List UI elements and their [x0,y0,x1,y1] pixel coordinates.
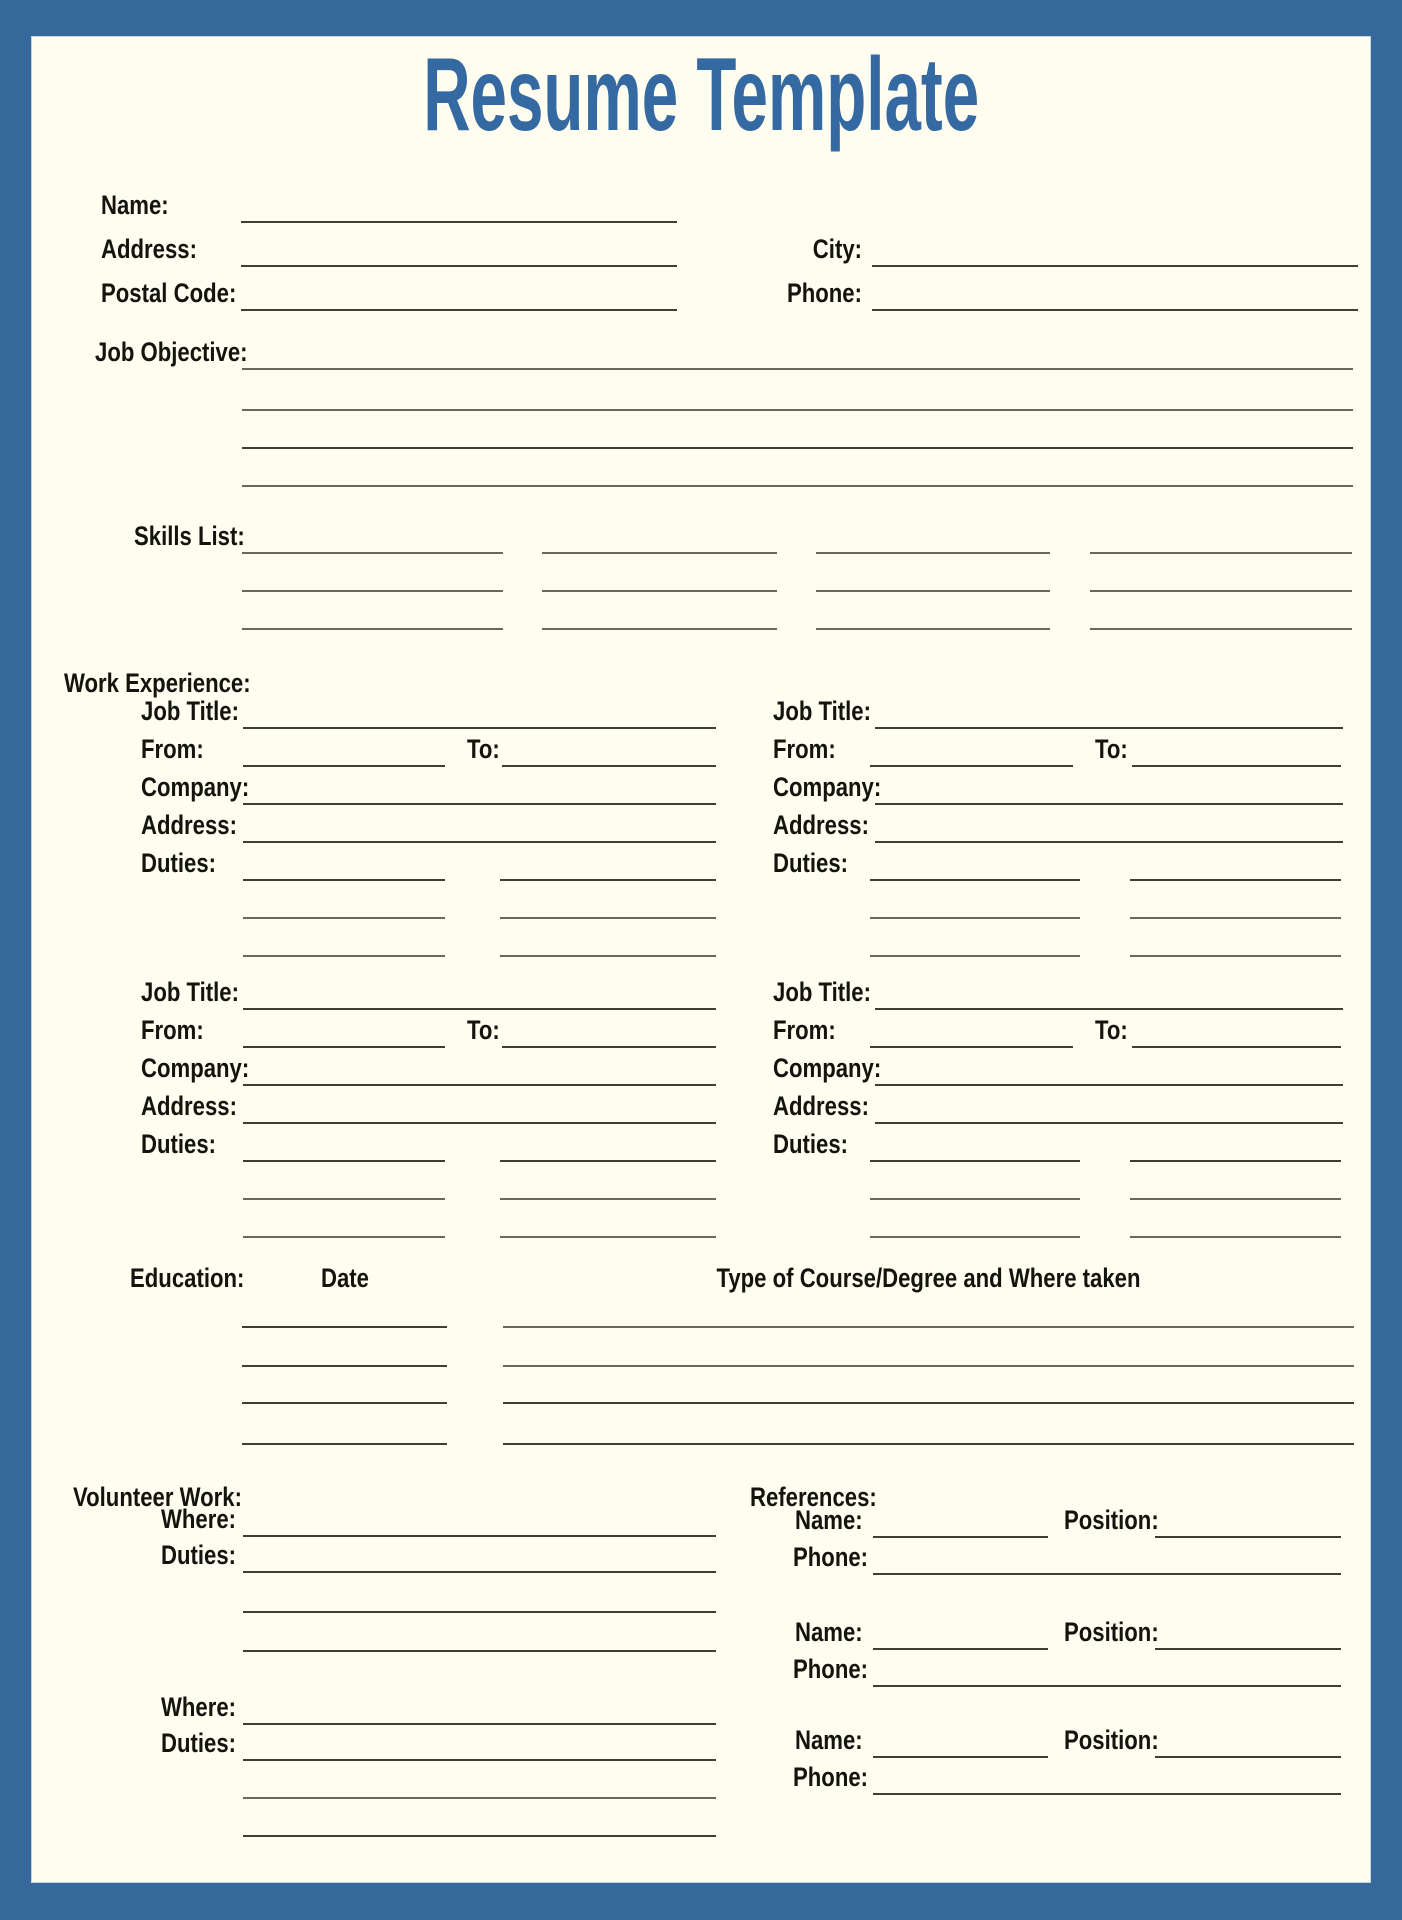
reference3-name-label: Name: [795,1725,863,1755]
job3-duties-line-r2c2 [500,1198,716,1200]
job2-duties-line-r1c2 [1130,879,1341,881]
job3-title-line [243,1008,716,1010]
page-title [0,36,1402,156]
job3-address-line [243,1122,716,1124]
job3-title-label: Job Title: [141,977,240,1007]
job-objective-line-2 [242,409,1353,411]
job3-company-label: Company: [141,1053,250,1083]
job1-address-line [243,841,716,843]
job2-to-line [1132,765,1341,767]
reference1-position-line [1155,1536,1341,1538]
volunteer2-where-line [243,1723,716,1725]
job2-title-label: Job Title: [773,696,872,726]
job1-duties-line-r1c2 [500,879,716,881]
job2-title-line [875,727,1343,729]
reference2-name-line [873,1648,1048,1650]
skills-line-r3c3 [816,628,1050,630]
job4-title-line [875,1008,1343,1010]
job4-to-label: To: [1095,1015,1128,1045]
job1-duties-line-r2c2 [500,917,716,919]
job1-to-line [502,765,716,767]
job2-duties-line-r2c2 [1130,917,1341,919]
skills-line-r2c2 [542,590,777,592]
volunteer2-where-label: Where: [161,1692,237,1722]
education-date-line-3 [242,1402,447,1404]
job1-duties-line-r3c2 [500,955,716,957]
reference2-name-label: Name: [795,1617,863,1647]
volunteer1-where-label: Where: [161,1504,237,1534]
job1-company-label: Company: [141,772,250,802]
reference2-position-label: Position: [1064,1617,1159,1647]
job3-duties-line-r2c1 [243,1198,445,1200]
education-date-header: Date [321,1263,369,1293]
education-date-line-2 [242,1365,447,1367]
postal-code-label: Postal Code: [101,278,237,308]
skills-list-label: Skills List: [134,521,245,551]
reference1-name-label: Name: [795,1505,863,1535]
education-course-line-3 [503,1402,1354,1404]
paper-sheet [32,37,1370,1882]
address-line [241,265,677,267]
job4-title-label: Job Title: [773,977,872,1007]
phone-label: Phone: [786,278,862,308]
job2-from-line [870,765,1073,767]
job4-from-line [870,1046,1073,1048]
city-line [872,265,1358,267]
name-line [241,221,677,223]
job3-duties-line-r3c1 [243,1236,445,1238]
job3-to-label: To: [467,1015,500,1045]
reference2-phone-line [873,1685,1341,1687]
job3-company-line [243,1084,716,1086]
job1-from-label: From: [141,734,204,764]
job1-company-line [243,803,716,805]
job1-address-label: Address: [141,810,237,840]
job4-duties-line-r3c1 [870,1236,1080,1238]
postal-code-line [241,309,677,311]
job2-duties-line-r2c1 [870,917,1080,919]
skills-line-r3c2 [542,628,777,630]
job3-from-line [243,1046,445,1048]
volunteer1-duties-line-3 [243,1650,716,1652]
job1-duties-line-r2c1 [243,917,445,919]
address-label: Address: [101,234,197,264]
education-date-line-1 [242,1326,447,1328]
job4-duties-line-r2c1 [870,1198,1080,1200]
job4-to-line [1132,1046,1341,1048]
job2-duties-line-r1c1 [870,879,1080,881]
volunteer2-duties-line-2 [243,1797,716,1799]
job1-duties-label: Duties: [141,848,217,878]
reference2-phone-label: Phone: [793,1654,869,1684]
education-date-line-4 [242,1443,447,1445]
job-objective-line-4 [242,485,1353,487]
job3-duties-line-r1c1 [243,1160,445,1162]
reference3-phone-label: Phone: [793,1762,869,1792]
job2-duties-label: Duties: [773,848,849,878]
skills-line-r2c4 [1090,590,1352,592]
volunteer1-where-line [243,1535,716,1537]
education-label: Education: [130,1263,245,1293]
job1-title-label: Job Title: [141,696,240,726]
job1-from-line [243,765,445,767]
job1-title-line [243,727,716,729]
skills-line-r2c3 [816,590,1050,592]
reference3-position-label: Position: [1064,1725,1159,1755]
job2-duties-line-r3c2 [1130,955,1341,957]
job-objective-label: Job Objective: [95,337,248,367]
job4-address-label: Address: [773,1091,869,1121]
job4-company-label: Company: [773,1053,882,1083]
job3-from-label: From: [141,1015,204,1045]
job4-from-label: From: [773,1015,836,1045]
skills-line-r1c1 [242,552,503,554]
reference3-phone-line [873,1793,1341,1795]
job4-duties-line-r3c2 [1130,1236,1341,1238]
reference1-phone-label: Phone: [793,1542,869,1572]
reference3-name-line [873,1756,1048,1758]
job-objective-line-1 [242,368,1353,370]
job2-company-line [875,803,1343,805]
job2-address-label: Address: [773,810,869,840]
volunteer2-duties-line-3 [243,1835,716,1837]
job2-from-label: From: [773,734,836,764]
job1-duties-line-r1c1 [243,879,445,881]
work-experience-label: Work Experience: [64,668,251,698]
page-title-text: Resume Template [423,37,979,153]
job4-duties-line-r1c1 [870,1160,1080,1162]
job4-duties-label: Duties: [773,1129,849,1159]
education-course-line-4 [503,1443,1354,1445]
skills-line-r1c3 [816,552,1050,554]
job1-duties-line-r3c1 [243,955,445,957]
job2-duties-line-r3c1 [870,955,1080,957]
reference3-position-line [1155,1756,1341,1758]
name-label: Name: [101,190,169,220]
job3-to-line [502,1046,716,1048]
volunteer1-duties-line-2 [243,1611,716,1613]
skills-line-r1c4 [1090,552,1352,554]
job4-duties-line-r1c2 [1130,1160,1341,1162]
skills-line-r3c4 [1090,628,1352,630]
job2-company-label: Company: [773,772,882,802]
city-label: City: [812,234,862,264]
education-course-line-1 [503,1326,1354,1328]
phone-line [872,309,1358,311]
education-course-line-2 [503,1365,1354,1367]
job3-duties-line-r3c2 [500,1236,716,1238]
volunteer2-duties-label: Duties: [161,1728,237,1758]
job1-to-label: To: [467,734,500,764]
job3-duties-label: Duties: [141,1129,217,1159]
volunteer1-duties-label: Duties: [161,1540,237,1570]
skills-line-r2c1 [242,590,503,592]
job-objective-line-3 [242,447,1353,449]
reference1-phone-line [873,1573,1341,1575]
education-course-header: Type of Course/Degree and Where taken [716,1263,1141,1293]
skills-line-r1c2 [542,552,777,554]
job4-company-line [875,1084,1343,1086]
job4-duties-line-r2c2 [1130,1198,1341,1200]
volunteer1-duties-line-1 [243,1571,716,1573]
job3-address-label: Address: [141,1091,237,1121]
references-label: References: [750,1482,877,1512]
volunteer2-duties-line-1 [243,1759,716,1761]
skills-line-r3c1 [242,628,503,630]
job2-address-line [875,841,1343,843]
job4-address-line [875,1122,1343,1124]
reference1-name-line [873,1536,1048,1538]
job3-duties-line-r1c2 [500,1160,716,1162]
volunteer-work-label: Volunteer Work: [73,1482,242,1512]
reference2-position-line [1155,1648,1341,1650]
reference1-position-label: Position: [1064,1505,1159,1535]
job2-to-label: To: [1095,734,1128,764]
